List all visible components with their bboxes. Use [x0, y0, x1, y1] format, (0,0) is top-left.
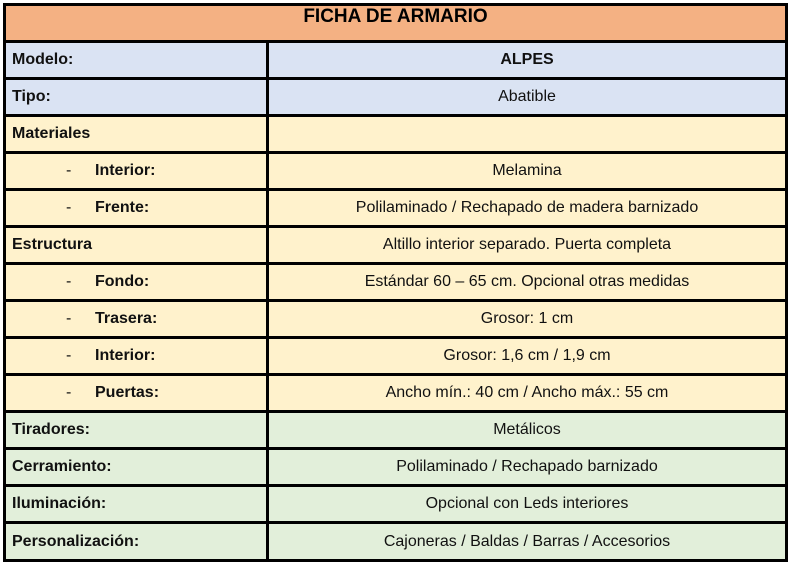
row-label-text: Frente:	[95, 199, 150, 216]
row-label-text: Interior:	[95, 162, 156, 179]
row-label: Tipo:	[6, 80, 266, 114]
table-row	[6, 43, 785, 77]
row-value: Opcional con Leds interiores	[269, 487, 785, 521]
row-label: Modelo:	[6, 43, 266, 77]
table-row	[6, 450, 785, 484]
row-label-text: Fondo:	[95, 273, 150, 290]
row-dash: -	[66, 384, 72, 401]
table-title-text: FICHA DE ARMARIO	[303, 6, 488, 27]
row-value: Estándar 60 – 65 cm. Opcional otras medidas	[269, 265, 785, 299]
row-dash: -	[66, 310, 72, 327]
row-label	[6, 339, 266, 373]
row-value: Grosor: 1,6 cm / 1,9 cm	[269, 339, 785, 373]
row-label	[6, 302, 266, 336]
spec-table	[3, 3, 788, 562]
row-label-text: Puertas:	[95, 384, 160, 401]
table-row	[6, 117, 785, 151]
row-label	[6, 191, 266, 225]
row-dash: -	[66, 347, 72, 364]
row-dash: -	[66, 199, 72, 216]
table-row	[6, 524, 785, 559]
table-row	[6, 265, 785, 299]
row-label: Tiradores:	[6, 413, 266, 447]
table-row	[6, 302, 785, 336]
row-value: Melamina	[269, 154, 785, 188]
row-label	[6, 265, 266, 299]
table-row	[6, 413, 785, 447]
row-value: Metálicos	[269, 413, 785, 447]
row-label: Cerramiento:	[6, 450, 266, 484]
table-row	[6, 80, 785, 114]
row-label-text: Trasera:	[95, 310, 158, 327]
row-label-text: Interior:	[95, 347, 156, 364]
table-row	[6, 191, 785, 225]
table-row	[6, 339, 785, 373]
row-label: Iluminación:	[6, 487, 266, 521]
row-label: Estructura	[6, 228, 266, 262]
row-value: Abatible	[269, 80, 785, 114]
table-row	[6, 487, 785, 521]
row-label	[6, 376, 266, 410]
table-row	[6, 228, 785, 262]
row-value: Ancho mín.: 40 cm / Ancho máx.: 55 cm	[269, 376, 785, 410]
row-value: ALPES	[269, 43, 785, 77]
row-dash: -	[66, 273, 72, 290]
table-title	[6, 6, 785, 40]
table-row	[6, 154, 785, 188]
row-value: Grosor: 1 cm	[269, 302, 785, 336]
row-dash: -	[66, 162, 72, 179]
row-value: Cajoneras / Baldas / Barras / Accesorios	[269, 524, 785, 559]
table-row	[6, 376, 785, 410]
row-value: Polilaminado / Rechapado de madera barnizado	[269, 191, 785, 225]
row-label: Materiales	[6, 117, 266, 151]
row-label	[6, 154, 266, 188]
row-label: Personalización:	[6, 524, 266, 559]
row-value: Polilaminado / Rechapado barnizado	[269, 450, 785, 484]
row-value	[269, 117, 785, 151]
row-value: Altillo interior separado. Puerta completa	[269, 228, 785, 262]
